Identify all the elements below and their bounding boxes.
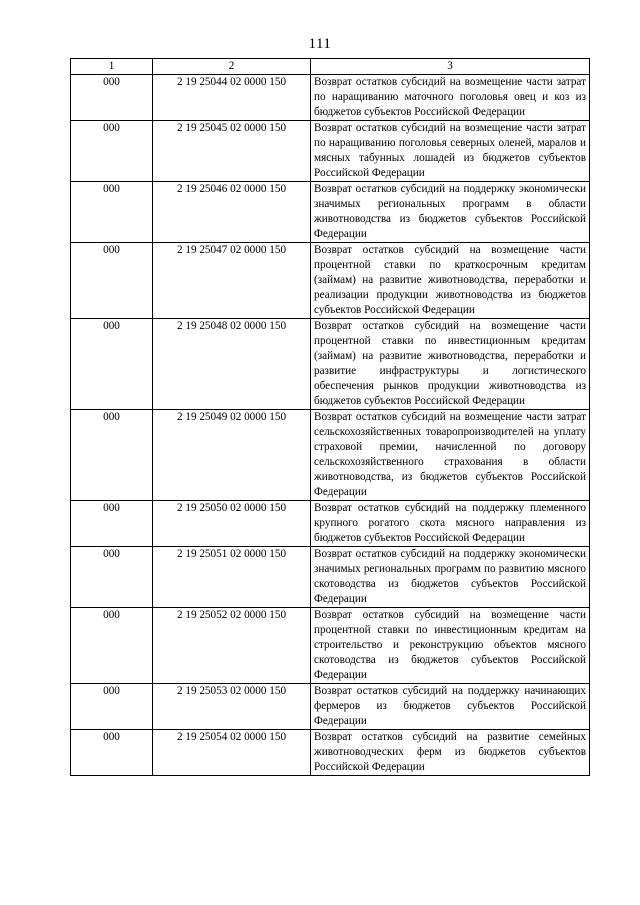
budget-code-cell: 2 19 25045 02 0000 150 bbox=[153, 121, 311, 182]
description-cell: Возврат остатков субсидий на развитие семейных животноводческих ферм из бюджетов субъектов Российской Федерации bbox=[311, 730, 590, 776]
admin-code-cell: 000 bbox=[71, 121, 153, 182]
admin-code-cell: 000 bbox=[71, 319, 153, 410]
description-cell: Возврат остатков субсидий на поддержку экономически значимых региональных программ по развитию мясного скотоводства из бюджетов субъектов Российской Федерации bbox=[311, 547, 590, 608]
table-row bbox=[71, 243, 590, 319]
admin-code-cell: 000 bbox=[71, 730, 153, 776]
column-header-2: 2 bbox=[153, 59, 311, 75]
budget-code-cell: 2 19 25051 02 0000 150 bbox=[153, 547, 311, 608]
table-row bbox=[71, 730, 590, 776]
table-row bbox=[71, 75, 590, 121]
description-cell: Возврат остатков субсидий на возмещение части процентной ставки по краткосрочным кредитам (займам) на развитие животноводства, переработки и реализации продукции животноводства из бюджетов субъектов Российской Федерации bbox=[311, 243, 590, 319]
budget-code-cell: 2 19 25044 02 0000 150 bbox=[153, 75, 311, 121]
description-cell: Возврат остатков субсидий на возмещение части процентной ставки по инвестиционным кредитам (займам) на развитие животноводства, переработки и развитие инфраструктуры и логистического обеспечения рынков продукции животноводства из бюджетов субъектов Российской Федерации bbox=[311, 319, 590, 410]
column-header-1: 1 bbox=[71, 59, 153, 75]
table-row bbox=[71, 319, 590, 410]
description-cell: Возврат остатков субсидий на поддержку экономически значимых региональных программ в области животноводства из бюджетов субъектов Российской Федерации bbox=[311, 182, 590, 243]
description-cell: Возврат остатков субсидий на поддержку племенного крупного рогатого скота мясного направления из бюджетов субъектов Российской Федерации bbox=[311, 501, 590, 547]
description-cell: Возврат остатков субсидий на возмещение части затрат по наращиванию маточного поголовья овец и коз из бюджетов субъектов Российской Федерации bbox=[311, 75, 590, 121]
table-row bbox=[71, 182, 590, 243]
budget-codes-table bbox=[70, 58, 590, 776]
admin-code-cell: 000 bbox=[71, 547, 153, 608]
column-header-3: 3 bbox=[311, 59, 590, 75]
admin-code-cell: 000 bbox=[71, 684, 153, 730]
description-cell: Возврат остатков субсидий на возмещение части затрат сельскохозяйственных товаропроизводителей на уплату страховой премии, начисленной по договору сельскохозяйственного страхования в области животноводства, из бюджетов субъектов Российской Федерации bbox=[311, 410, 590, 501]
table-row bbox=[71, 684, 590, 730]
description-cell: Возврат остатков субсидий на возмещение части процентной ставки по инвестиционным кредитам на строительство и реконструкцию объектов мясного скотоводства из бюджетов субъектов Российской Федерации bbox=[311, 608, 590, 684]
budget-code-cell: 2 19 25049 02 0000 150 bbox=[153, 410, 311, 501]
table-row bbox=[71, 410, 590, 501]
table-header-row bbox=[71, 59, 590, 75]
budget-code-cell: 2 19 25054 02 0000 150 bbox=[153, 730, 311, 776]
admin-code-cell: 000 bbox=[71, 75, 153, 121]
admin-code-cell: 000 bbox=[71, 608, 153, 684]
table-row bbox=[71, 121, 590, 182]
table-row bbox=[71, 608, 590, 684]
admin-code-cell: 000 bbox=[71, 501, 153, 547]
budget-code-cell: 2 19 25050 02 0000 150 bbox=[153, 501, 311, 547]
admin-code-cell: 000 bbox=[71, 182, 153, 243]
budget-code-cell: 2 19 25052 02 0000 150 bbox=[153, 608, 311, 684]
budget-code-cell: 2 19 25046 02 0000 150 bbox=[153, 182, 311, 243]
budget-code-cell: 2 19 25047 02 0000 150 bbox=[153, 243, 311, 319]
budget-code-cell: 2 19 25048 02 0000 150 bbox=[153, 319, 311, 410]
description-cell: Возврат остатков субсидий на поддержку начинающих фермеров из бюджетов субъектов Российской Федерации bbox=[311, 684, 590, 730]
admin-code-cell: 000 bbox=[71, 410, 153, 501]
budget-code-cell: 2 19 25053 02 0000 150 bbox=[153, 684, 311, 730]
admin-code-cell: 000 bbox=[71, 243, 153, 319]
table-row bbox=[71, 501, 590, 547]
page-number: 111 bbox=[308, 36, 332, 52]
table-row bbox=[71, 547, 590, 608]
description-cell: Возврат остатков субсидий на возмещение части затрат по наращиванию поголовья северных оленей, маралов и мясных табунных лошадей из бюджетов субъектов Российской Федерации bbox=[311, 121, 590, 182]
